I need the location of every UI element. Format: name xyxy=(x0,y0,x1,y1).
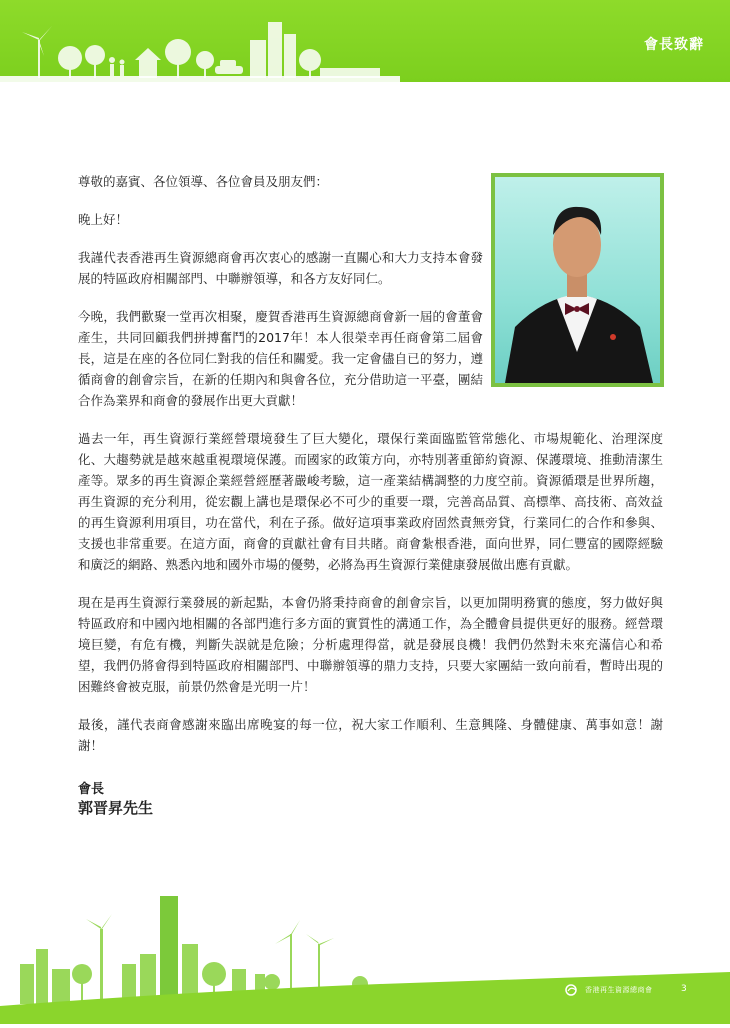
paragraph-5: 最後，謹代表商會感謝來臨出席晚宴的每一位，祝大家工作順利、生意興隆、身體健康、萬事如意！謝謝！ xyxy=(78,717,663,753)
signature-name: 郭晋昇先生 xyxy=(78,799,154,817)
paragraph-1: 我謹代表香港再生資源總商會再次衷心的感謝一直關心和大力支持本會發展的特區政府相關部門、中聯辦領導，和各方友好同仁。 xyxy=(78,250,483,286)
city-skyline-illustration xyxy=(0,0,730,82)
salutation: 晚上好！ xyxy=(78,212,129,227)
signature-title: 會長 xyxy=(78,782,105,797)
chamber-logo-icon xyxy=(565,984,581,996)
page-number: 3 xyxy=(681,984,687,994)
section-title: 會長致辭 xyxy=(644,37,704,53)
chamber-logo-text: 香港再生資源總商會 xyxy=(585,986,653,994)
green-city-illustration xyxy=(0,874,730,1024)
paragraph-4: 現在是再生資源行業發展的新起點，本會仍將秉持商會的創會宗旨，以更加開明務實的態度，努力做好與特區政府和中國內地相關的各部門進行多方面的實質性的溝通工作，為全體會員提供更好的服務。經營環境巨變，有危有機，判斷失誤就是危險；分析處理得當，就是發展良機！我們仍然對未來充滿信心和希望，我們仍將會得到特區政府相關部門、中聯辦領導的鼎力支持，只要大家團結一致向前看，暫時出現的困難終會被克服，前景仍然會是光明一片！ xyxy=(78,595,663,694)
paragraph-2: 今晚，我們歡聚一堂再次相聚，慶賀香港再生資源總商會新一屆的會董會產生，共同回顧我們拼搏奮鬥的2017年！本人很榮幸再任商會第二屆會長，這是在座的各位同仁對我的信任和關愛。我一定會儘自已的努力，遵循商會的創會宗旨，在新的任期內和與會各位，充分借助這一平臺，團結合作為業界和商會的發展作出更大貢獻！ xyxy=(78,309,483,408)
chamber-logo xyxy=(565,983,665,997)
paragraph-3: 過去一年，再生資源行業經營環境發生了巨大變化，環保行業面臨監管常態化、市場規範化、治理深度化、大趨勢就是越來越重視環境保護。而國家的政策方向，亦特別著重節約資源、保護環境、推動清潔生產等。眾多的再生資源企業經營經歷著嚴峻考驗，這一產業結構調整的力度空前。資源循環是世界所趨，再生資源的充分利用，從宏觀上講也是環保必不可少的重要一環，完善高品質、高標準、高技術、高效益的再生資源利用項目，功在當代，利在子孫。做好這項事業政府固然責無旁貸，行業同仁的合作和參與、支援也非常重要。在這方面，商會的貢獻社會有目共睹。商會紮根香港，面向世界，同仁豐富的國際經驗和廣泛的網路、熟悉內地和國外市場的優勢，必將為再生資源行業健康發展做出應有貢獻。 xyxy=(78,431,663,572)
letter-body xyxy=(78,171,663,773)
footer-illustration xyxy=(0,874,730,1024)
greeting: 尊敬的嘉賓、各位領導、各位會員及朋友們： xyxy=(78,174,329,189)
header-band xyxy=(0,0,730,82)
